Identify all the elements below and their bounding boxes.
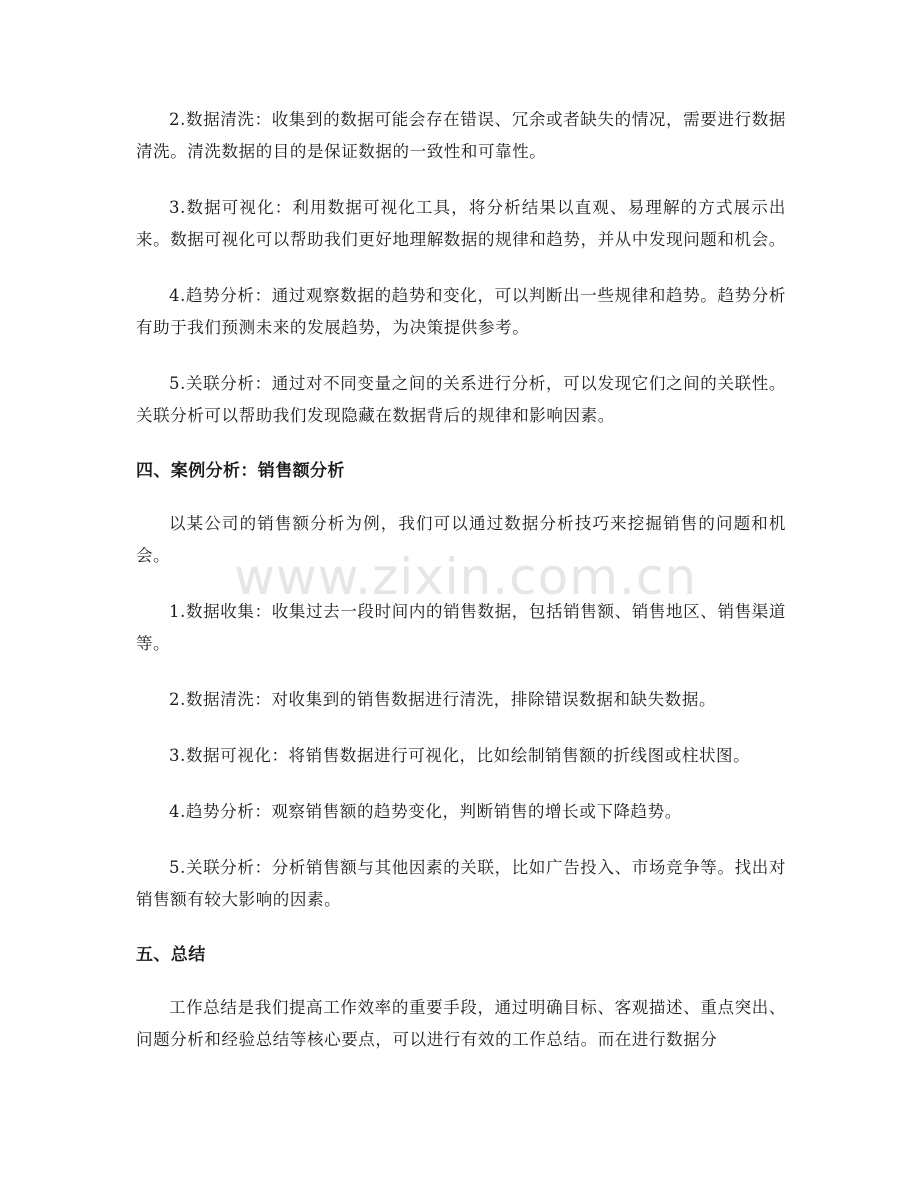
paragraph-summary: 工作总结是我们提高工作效率的重要手段，通过明确目标、客观描述、重点突出、问题分析和经验总结等核心要点，可以进行有效的工作总结。而在进行数据分 (136, 998, 786, 1049)
document-body (136, 104, 786, 1080)
paragraph-case-intro: 以某公司的销售额分析为例，我们可以通过数据分析技巧来挖掘销售的问题和机会。 (136, 514, 786, 565)
paragraph-trend-analysis: 4.趋势分析：通过观察数据的趋势和变化，可以判断出一些规律和趋势。趋势分析有助于我们预测未来的发展趋势，为决策提供参考。 (136, 286, 786, 337)
paragraph-case-correlation-analysis: 5.关联分析：分析销售额与其他因素的关联，比如广告投入、市场竞争等。找出对销售额有较大影响的因素。 (136, 858, 786, 909)
paragraph-case-data-cleaning: 2.数据清洗：对收集到的销售数据进行清洗，排除错误数据和缺失数据。 (169, 690, 717, 709)
paragraph-correlation-analysis: 5.关联分析：通过对不同变量之间的关系进行分析，可以发现它们之间的关联性。关联分析可以帮助我们发现隐藏在数据背后的规律和影响因素。 (136, 374, 786, 425)
section-heading-case-study: 四、案例分析：销售额分析 (136, 461, 345, 481)
paragraph-data-cleaning: 2.数据清洗：收集到的数据可能会存在错误、冗余或者缺失的情况，需要进行数据清洗。清洗数据的目的是保证数据的一致性和可靠性。 (136, 110, 786, 161)
section-heading-summary: 五、总结 (136, 945, 206, 965)
paragraph-data-visualization: 3.数据可视化：利用数据可视化工具，将分析结果以直观、易理解的方式展示出来。数据可视化可以帮助我们更好地理解数据的规律和趋势，并从中发现问题和机会。 (136, 198, 786, 249)
watermark: www.zixin.com.cn (234, 548, 698, 606)
paragraph-case-data-visualization: 3.数据可视化：将销售数据进行可视化，比如绘制销售额的折线图或柱状图。 (169, 746, 751, 765)
paragraph-case-trend-analysis: 4.趋势分析：观察销售额的趋势变化，判断销售的增长或下降趋势。 (169, 802, 682, 821)
paragraph-case-data-collection: 1.数据收集：收集过去一段时间内的销售数据，包括销售额、销售地区、销售渠道等。 (136, 602, 786, 653)
